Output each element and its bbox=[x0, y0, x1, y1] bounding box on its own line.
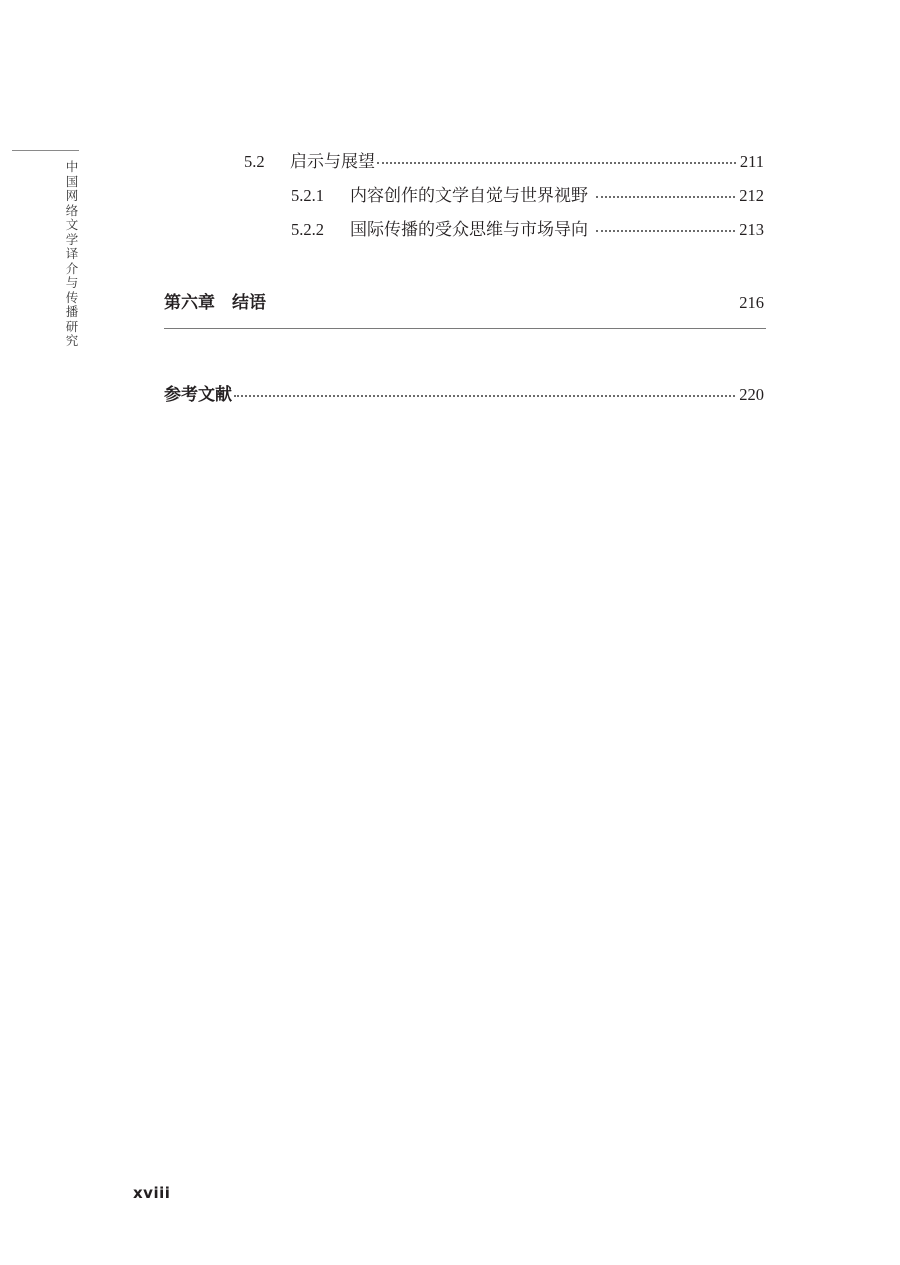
chapter-title: 第六章 结语 bbox=[164, 293, 266, 313]
section-title: 内容创作的文学自觉与世界视野 bbox=[350, 186, 588, 206]
section-number: 5.2.1 bbox=[291, 186, 324, 205]
page-number: 220 bbox=[739, 385, 764, 404]
section-number: 5.2.2 bbox=[291, 220, 324, 239]
section-title: 启示与展望 bbox=[290, 152, 375, 172]
page-number: 212 bbox=[739, 186, 764, 205]
section-title: 国际传播的受众思维与市场导向 bbox=[350, 220, 588, 240]
dot-leader bbox=[596, 229, 735, 232]
dot-leader bbox=[377, 161, 736, 164]
toc-entry-5-2[interactable] bbox=[244, 147, 764, 171]
toc-entry-references[interactable] bbox=[164, 380, 764, 404]
page-number: 213 bbox=[739, 220, 764, 239]
running-book-title: 中国网络文学译介与传播研究 bbox=[65, 159, 79, 348]
dot-leader bbox=[234, 394, 735, 397]
toc-entry-5-2-1[interactable] bbox=[291, 181, 764, 205]
dot-leader bbox=[596, 195, 735, 198]
references-title: 参考文献 bbox=[164, 385, 232, 405]
page-number: 216 bbox=[739, 293, 764, 312]
section-number: 5.2 bbox=[244, 152, 265, 171]
page-folio: xviii bbox=[133, 1184, 171, 1202]
toc-entry-5-2-2[interactable] bbox=[291, 215, 764, 239]
page-number: 211 bbox=[739, 152, 764, 171]
chapter-divider bbox=[164, 328, 766, 329]
toc-entry-chapter-6[interactable] bbox=[164, 288, 764, 312]
